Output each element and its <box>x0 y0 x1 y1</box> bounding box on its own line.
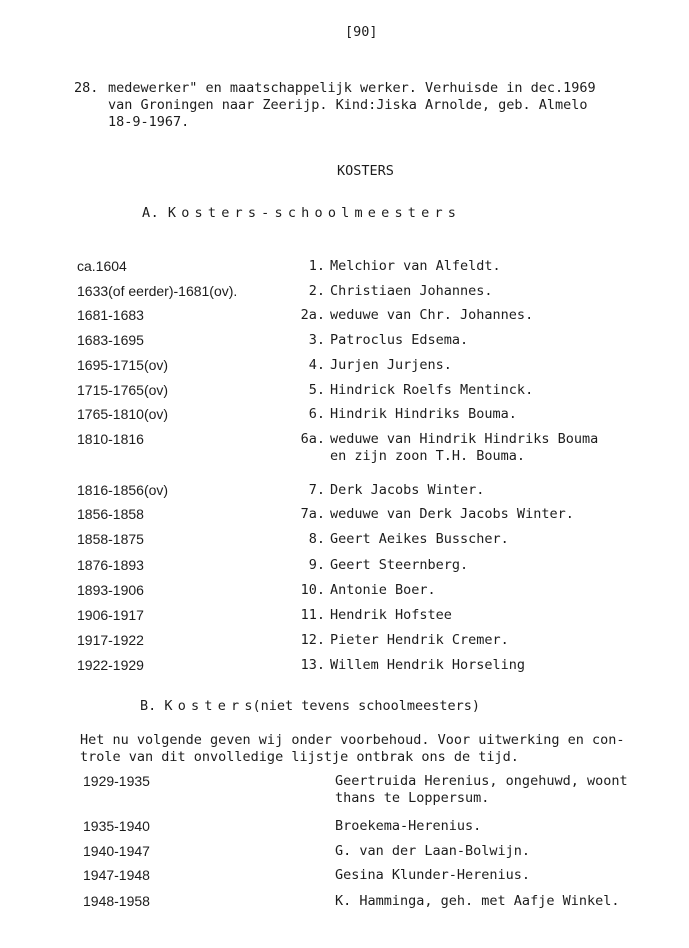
list-item <box>0 332 689 349</box>
list-item <box>0 431 689 464</box>
entry-period: 1858-1875 <box>77 531 144 547</box>
entry-number: 11. <box>300 607 325 623</box>
list-item <box>0 307 689 324</box>
entry-number: 2. <box>308 283 325 299</box>
entry-number: 3. <box>308 332 325 348</box>
footnote-line: medewerker" en maatschappelijk werker. Verhuisde in dec.1969 <box>108 80 596 96</box>
entry-period: 1765-1810(ov) <box>77 406 169 422</box>
entry-name <box>330 382 533 399</box>
section-heading: KOSTERS <box>337 163 394 179</box>
entry-period: 1695-1715(ov) <box>77 357 169 373</box>
entry-name <box>335 818 481 835</box>
entry-name-line: weduwe van Derk Jacobs Winter. <box>330 506 574 522</box>
entry-name <box>330 632 509 649</box>
list-item <box>0 607 689 624</box>
entry-name-line: Antonie Boer. <box>330 582 436 598</box>
entry-period: 1681-1683 <box>77 307 144 323</box>
entry-period: 1947-1948 <box>83 867 150 883</box>
entry-number: 1. <box>308 258 325 274</box>
entry-name-line: Melchior van Alfeldt. <box>330 258 501 274</box>
footnote-text <box>108 80 596 131</box>
entry-name-line: thans te Loppersum. <box>335 790 490 806</box>
entry-number: 9. <box>308 557 325 573</box>
entry-name-line: Derk Jacobs Winter. <box>330 482 485 498</box>
entry-name <box>330 607 452 624</box>
section-b-label-rest: s(niet tevens schoolmeesters) <box>244 698 481 714</box>
entry-name-line: Broekema-Herenius. <box>335 818 482 834</box>
list-item <box>0 283 689 300</box>
footnote-line: van Groningen naar Zeerijp. Kind:Jiska Arnolde, geb. Almelo <box>108 97 588 113</box>
list-item <box>0 557 689 574</box>
entry-period: 1948-1958 <box>83 893 150 909</box>
intro-line: trole van dit onvolledige lijstje ontbrak ons de tijd. <box>80 749 519 765</box>
entry-period: 1816-1856(ov) <box>77 482 169 498</box>
entry-name <box>335 843 530 860</box>
list-item <box>0 482 689 499</box>
entry-name <box>330 258 501 275</box>
entry-name <box>330 506 574 523</box>
entry-name-line: Geert Aeikes Busscher. <box>330 531 509 547</box>
section-a-title <box>142 205 461 222</box>
entry-name <box>335 773 628 807</box>
entry-name <box>330 582 436 599</box>
entry-period: 1893-1906 <box>77 582 144 598</box>
entry-name <box>330 332 468 349</box>
section-a-label: Kosters-schoolmeesters <box>167 205 462 221</box>
entry-period: 1715-1765(ov) <box>77 382 169 398</box>
entry-period: ca.1604 <box>77 258 127 274</box>
entry-name-line: Geertruida Herenius, ongehuwd, woont <box>335 773 628 789</box>
entry-name-line: en zijn zoon T.H. Bouma. <box>330 448 526 464</box>
entry-period: 1935-1940 <box>83 818 150 834</box>
entry-name-line: K. Hamminga, geh. met Aafje Winkel. <box>335 893 620 909</box>
entry-number: 12. <box>300 632 325 648</box>
entry-name-line: Geert Steernberg. <box>330 557 469 573</box>
list-item <box>0 258 689 275</box>
entry-name <box>335 867 530 884</box>
entry-period: 1940-1947 <box>83 843 150 859</box>
entry-period: 1906-1917 <box>77 607 144 623</box>
entry-name-line: weduwe van Chr. Johannes. <box>330 307 534 323</box>
section-b-prefix: B. <box>140 698 165 714</box>
entry-name <box>330 307 533 324</box>
entry-period: 1917-1922 <box>77 632 144 648</box>
entry-number: 5. <box>308 382 325 398</box>
entry-period: 1810-1816 <box>77 431 144 447</box>
page-number: [90] <box>345 24 378 40</box>
entry-number: 7a. <box>300 506 325 522</box>
entry-name-line: Hindrick Roelfs Mentinck. <box>330 382 534 398</box>
entry-name-line: weduwe van Hindrik Hindriks Bouma <box>330 431 599 447</box>
entry-name <box>330 657 525 674</box>
entry-period: 1856-1858 <box>77 506 144 522</box>
entry-period: 1922-1929 <box>77 657 144 673</box>
entry-name <box>330 357 452 374</box>
entry-name-line: G. van der Laan-Bolwijn. <box>335 843 531 859</box>
entry-name <box>330 406 517 423</box>
section-a-prefix: A. <box>142 205 168 221</box>
entry-name-line: Willem Hendrik Horseling <box>330 657 526 673</box>
entry-name <box>330 431 598 465</box>
list-item <box>0 657 689 674</box>
entry-number: 8. <box>308 531 325 547</box>
entry-period: 1929-1935 <box>83 773 150 789</box>
entry-period: 1683-1695 <box>77 332 144 348</box>
entry-name-line: Hindrik Hindriks Bouma. <box>330 406 517 422</box>
entry-name <box>330 283 493 300</box>
footnote-number: 28. <box>74 80 99 96</box>
entry-number: 13. <box>300 657 325 673</box>
entry-name-line: Gesina Klunder-Herenius. <box>335 867 531 883</box>
entry-name-line: Pieter Hendrik Cremer. <box>330 632 509 648</box>
list-item <box>0 506 689 523</box>
section-b-label-spaced: Koster <box>164 698 245 714</box>
entry-period: 1876-1893 <box>77 557 144 573</box>
list-item <box>0 632 689 649</box>
entry-name <box>330 557 468 574</box>
list-item <box>0 582 689 599</box>
entry-name <box>330 531 509 548</box>
entry-name-line: Christiaen Johannes. <box>330 283 493 299</box>
entry-number: 7. <box>308 482 325 498</box>
entry-name <box>335 893 619 910</box>
entry-number: 6a. <box>300 431 325 447</box>
entry-number: 6. <box>308 406 325 422</box>
list-item <box>0 382 689 399</box>
section-b-intro <box>80 732 625 766</box>
entry-period: 1633(of eerder)-1681(ov). <box>77 283 238 299</box>
list-item <box>0 357 689 374</box>
entry-name-line: Hendrik Hofstee <box>330 607 452 623</box>
list-item <box>0 406 689 423</box>
entry-number: 10. <box>300 582 325 598</box>
entry-name <box>330 482 484 499</box>
entry-number: 2a. <box>300 307 325 323</box>
entry-number: 4. <box>308 357 325 373</box>
entry-name-line: Patroclus Edsema. <box>330 332 469 348</box>
section-b-title <box>140 698 480 715</box>
footnote-line: 18-9-1967. <box>108 114 190 130</box>
entry-name-line: Jurjen Jurjens. <box>330 357 452 373</box>
intro-line: Het nu volgende geven wij onder voorbehoud. Voor uitwerking en con- <box>80 732 625 748</box>
list-item <box>0 531 689 548</box>
